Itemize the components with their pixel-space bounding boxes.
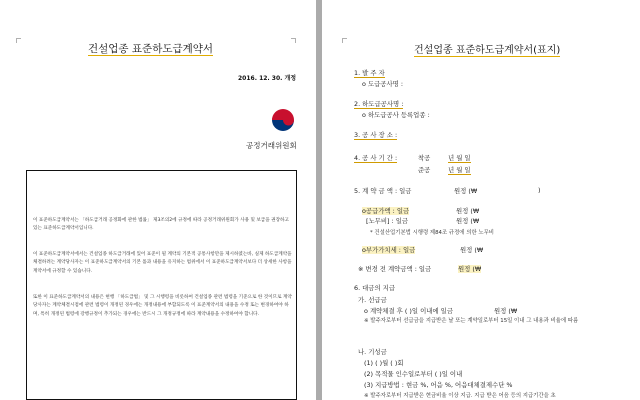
contract-work-name: o 도급공사명 : xyxy=(362,80,403,88)
agency-name: 공정거래위원회 xyxy=(246,141,297,150)
section-site: 3. 공 사 장 소 : xyxy=(354,131,398,139)
notice-box xyxy=(26,170,297,400)
labor-cost: [노무비] : 일금 xyxy=(366,217,409,225)
paren-close: ) xyxy=(538,186,541,194)
left-document-title xyxy=(88,41,213,56)
right-document-title xyxy=(414,41,560,56)
period-end-date: 년 월 일 xyxy=(448,166,471,174)
labor-cost-won: 원정 (₩ xyxy=(456,217,480,225)
title-text: 건설업종 표준하도급계약서 xyxy=(88,43,214,55)
page-corner-mark xyxy=(342,38,347,43)
revision-date: 2016. 12. 30. 개정 xyxy=(238,75,297,82)
progress-payment-2: (2) 목적물 인수일로부터 ( )일 이내 xyxy=(364,370,463,378)
notice-paragraph-3: 또한 이 표준하도급계약서의 내용은 현행 「하도급법」 및 그 시행령을 비롯하여 건설업종 관련 법령을 기준으로 한 것이므로 계약당사자는 계약체결시점에 관련 법령이 개정된 경우에는 개정내용에 부합되도록 이 표준계약서의 내용을 수정 또는 변경하여야 하며, 특히 개정된 법령에 강행규정이 추가되는 경우에는 반드시 그 개정규정에 따라 계약내용을 수정하여야 합니다. xyxy=(33,295,292,317)
title-text: 건설업종 표준하도급계약서(표지) xyxy=(414,45,561,56)
left-page xyxy=(0,0,316,400)
advance-payment-term: o 계약체결 후 ( )일 이내에 일금 xyxy=(364,307,453,315)
progress-payment-heading: 나. 기성금 xyxy=(358,348,387,356)
notice-paragraph-1: 이 표준하도급계약서는 「하도급거래 공정화에 관한 법률」 제3조의2에 규정에 따라 공정거래위원회가 사용 및 보급을 권장하고 있는 표준하도급계약서입니다. xyxy=(33,218,289,232)
previous-amount: ※ 변경 전 계약금액 : 일금 xyxy=(358,265,432,273)
section-period: 4. 공 사 기 간 : xyxy=(354,154,398,162)
contract-amount-won: 원정 (₩ xyxy=(454,187,478,195)
section-subcontract-name: 2. 하도급공사명 : xyxy=(354,100,404,108)
ftc-emblem-icon xyxy=(270,107,296,137)
advance-payment-won: 원정 (₩ xyxy=(494,307,518,315)
progress-payment-1: (1) ( )월 ( )회 xyxy=(364,359,404,367)
period-start-label: 착공 xyxy=(418,154,431,162)
section-contract-amount: 5. 계 약 금 액 : 일금 xyxy=(354,187,412,195)
right-page xyxy=(322,0,640,400)
supply-value-won: 원정 (₩ xyxy=(456,207,480,215)
period-end-label: 준공 xyxy=(418,166,431,174)
period-start-date: 년 월 일 xyxy=(448,154,471,162)
progress-payment-3: (3) 지급방법 : 현금 %, 어음 %, 어음대체결제수단 % xyxy=(364,381,513,389)
advance-payment-note: ※ 발주자로부터 선급금을 지급받은 날 또는 계약일로부터 15일 이내 그 내용과 비율에 따름 xyxy=(364,318,579,324)
labor-cost-note: * 건설산업기본법 시행령 제84조 규정에 의한 노무비 xyxy=(370,230,494,236)
section-owner: 1. 발 주 자 xyxy=(354,69,385,77)
registered-category: o 하도급공사 등록업종 : xyxy=(362,111,430,119)
supply-value: o공급가액 : 일금 xyxy=(362,207,410,215)
page-corner-mark xyxy=(16,38,21,43)
vat: o부가가치세 : 일금 xyxy=(362,246,416,254)
section-payment: 6. 대금의 지급 xyxy=(354,284,396,292)
page-corner-mark xyxy=(291,38,296,43)
vat-won: 원정 (₩ xyxy=(460,246,484,254)
progress-payment-note: ※ 발주자로부터 지급받은 현금비율 이상 지급. 지급 받은 어음 등의 지급기간을 초 xyxy=(364,393,556,399)
advance-payment-heading: 가. 선급금 xyxy=(358,296,387,304)
previous-amount-won: 원정 (₩ xyxy=(458,265,482,273)
notice-paragraph-2: 이 표준하도급계약서에서는 건설업종 하도급거래에 있어 표준이 될 계약의 기본적 공통사항만을 제시하였는바, 실제 하도급계약을 체결하려는 계약당사자는 이 표준하도급계약서의 기본 틀과 내용을 유지하는 범위에서 이 표준하도급계약서보다 더 상세한 사항을 계약서에 규정할 수 있습니다. xyxy=(33,252,292,274)
